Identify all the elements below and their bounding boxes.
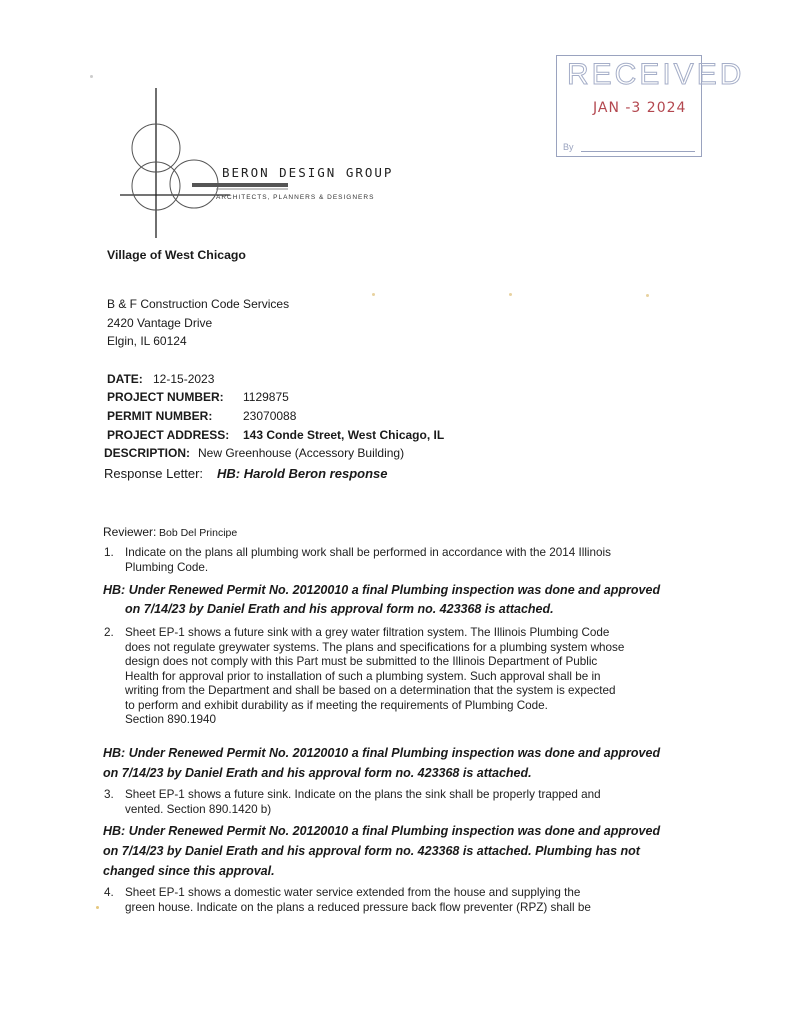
response-line: changed since this approval. (103, 864, 275, 878)
date-value: 12-15-2023 (153, 372, 215, 386)
description-value: New Greenhouse (Accessory Building) (198, 446, 405, 460)
response-line: HB: Under Renewed Permit No. 20120010 a final Plumbing inspection was done and approved (103, 824, 661, 838)
address-line-1: B & F Construction Code Services (107, 297, 290, 311)
response-letter-value: HB: Harold Beron response (217, 466, 388, 481)
company-name: BERON DESIGN GROUP (222, 165, 394, 180)
scan-speck (646, 294, 649, 297)
description-label: DESCRIPTION: (104, 446, 191, 460)
project-address-value: 143 Conde Street, West Chicago, IL (243, 428, 445, 442)
permit-number-value: 23070088 (243, 409, 297, 423)
scan-speck (96, 906, 99, 909)
project-address-label: PROJECT ADDRESS: (107, 428, 230, 442)
project-number-label: PROJECT NUMBER: (107, 390, 224, 404)
item-text: Sheet EP-1 shows a future sink. Indicate on the plans the sink shall be properly trapped and vented. Section 890.1420 b) (125, 788, 601, 816)
company-tagline: ARCHITECTS, PLANNERS & DESIGNERS (216, 194, 375, 201)
item-text: Indicate on the plans all plumbing work shall be performed in accordance with the 2014 Illinois Plumbing Code. (125, 546, 611, 574)
project-number-value: 1129875 (243, 390, 289, 404)
date-label: DATE: (107, 372, 143, 386)
reviewer-label: Reviewer: (103, 525, 157, 539)
response-line: on 7/14/23 by Daniel Erath and his approval form no. 423368 is attached. (125, 602, 554, 616)
address-line-2: 2420 Vantage Drive (107, 316, 213, 330)
received-stamp (556, 55, 745, 157)
recipient: Village of West Chicago (107, 248, 246, 262)
item-number: 1. (104, 546, 114, 559)
response-line: HB: Under Renewed Permit No. 20120010 a final Plumbing inspection was done and approved (103, 746, 661, 760)
stamp-signature-line (581, 151, 695, 152)
address-line-3: Elgin, IL 60124 (107, 334, 187, 348)
stamp-date: JAN -3 2024 (593, 100, 687, 116)
company-logo (120, 88, 420, 238)
item-text: Sheet EP-1 shows a domestic water service extended from the house and supplying the green house. Indicate on the plans a reduced pressure back flow preventer (RPZ) shall be (125, 886, 591, 914)
item-number: 4. (104, 886, 114, 899)
item-number: 3. (104, 788, 114, 801)
stamp-word: RECEIVED (567, 58, 745, 91)
response-line: on 7/14/23 by Daniel Erath and his approval form no. 423368 is attached. (103, 766, 532, 780)
scan-speck (372, 293, 375, 296)
permit-number-label: PERMIT NUMBER: (107, 409, 213, 423)
reviewer-name: Bob Del Principe (159, 527, 238, 539)
response-line: HB: Under Renewed Permit No. 20120010 a final Plumbing inspection was done and approved (103, 583, 661, 597)
stamp-by-label: By (563, 142, 574, 152)
scan-speck (90, 75, 93, 78)
item-text: Sheet EP-1 shows a future sink with a grey water filtration system. The Illinois Plumbing Code does not regulate greywater systems. The plans and specifications for a plumbing system whose design does not comply with this Part must be submitted to the Illinois Department of Public Health for approval prior to installation of such a plumbing system. Such approval shall be in writing from the Department and shall be based on a determination that the system is expected to perform and exhibit durability as if meeting the requirements of Plumbing Code. Section 890.1940 (125, 626, 625, 726)
response-line: on 7/14/23 by Daniel Erath and his approval form no. 423368 is attached. Plumbing has not (103, 844, 640, 858)
item-number: 2. (104, 626, 114, 639)
scan-speck (509, 293, 512, 296)
response-letter-label: Response Letter: (104, 466, 204, 481)
